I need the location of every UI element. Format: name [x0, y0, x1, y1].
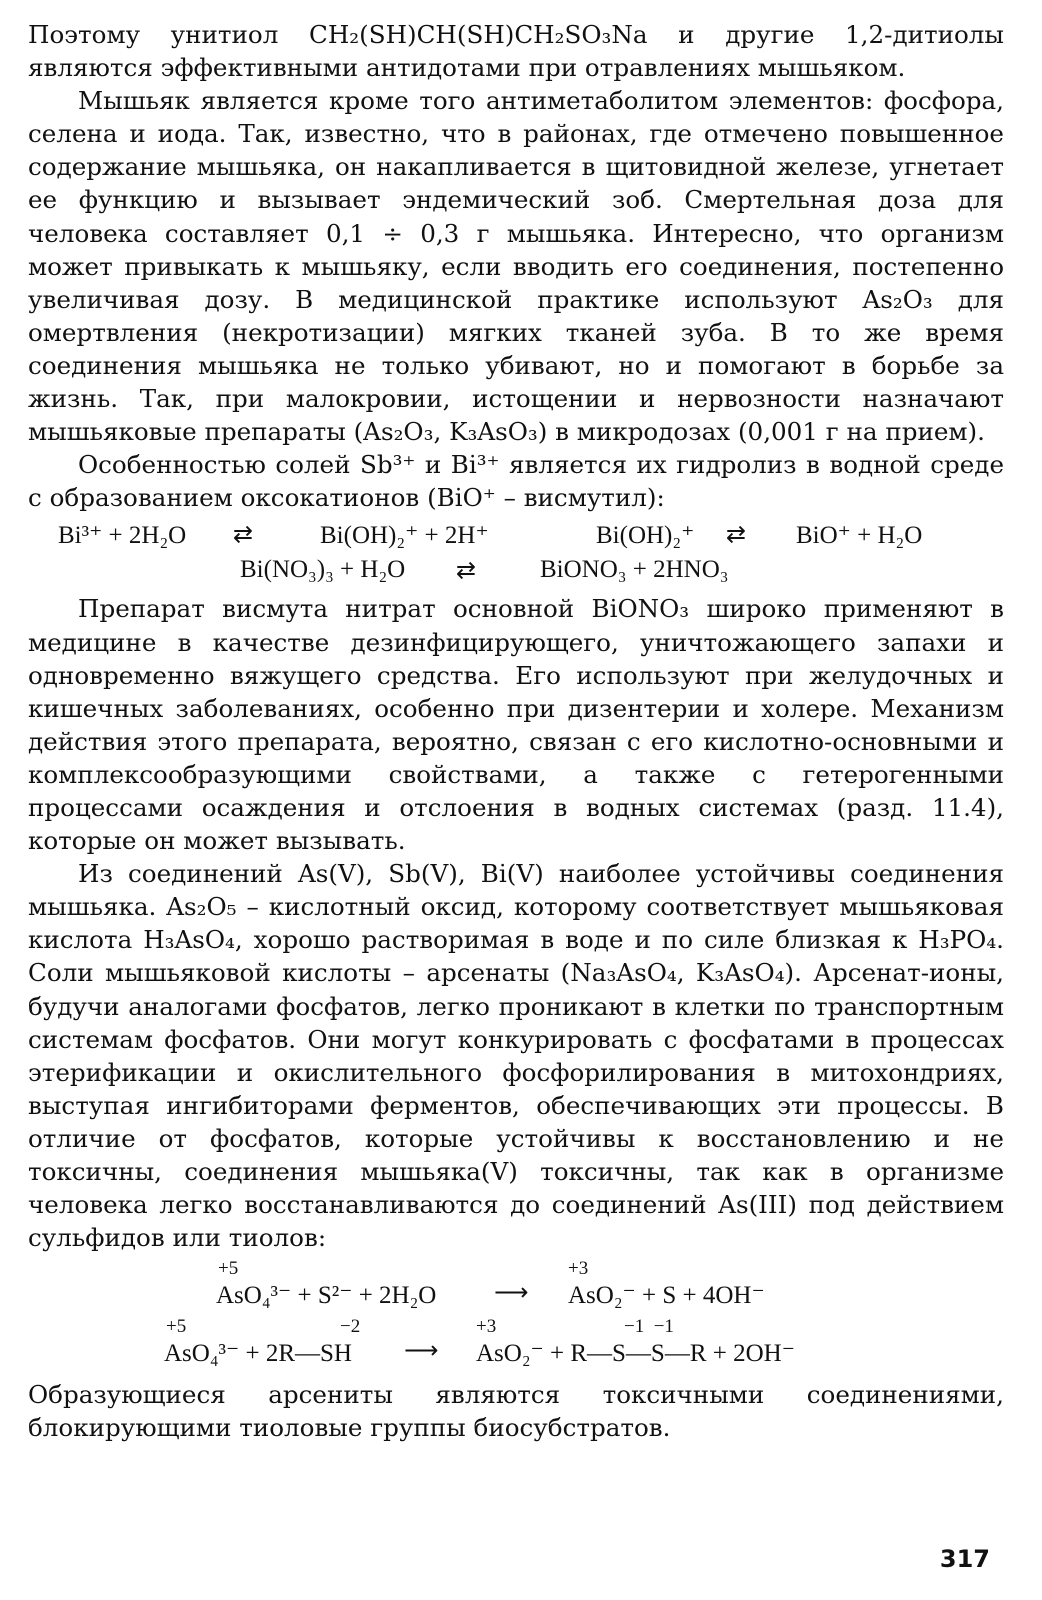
oxidation-state-arsenic: +5 — [218, 1258, 239, 1280]
paragraph-unithiol: Поэтому унитиол CH₂(SH)CH(SH)CH₂SO₃Na и другие 1,2-дитиолы являются эффективными антидотами при отравлениях мышьяком. — [28, 20, 1004, 83]
forward-arrow-icon: ⟶ — [404, 1336, 439, 1365]
paragraph-arsenic-v: Из соединений As(V), Sb(V), Bi(V) наиболее устойчивы соединения мышьяка. As₂O₅ – кислотный оксид, которому соответствует мышьяковая кислота H₃AsO₄, хорошо растворимая в воде и по силе близкая к H₃PO₄. Соли мышьяковой кислоты – арсенаты (Na₃AsO₄, K₃AsO₄). Арсенат-ионы, будучи аналогами фосфатов, легко проникают в клетки по транспортным системам фосфатов. Они могут конкурировать с фосфатами в процессах этерификации и окислительного фосфорилирования в митохондриях, выступая ингибиторами ферментов, обеспечивающих эти процессы. В отличие от фосфатов, которые устойчивы к восстановлению и не токсичны, соединения мышьяка(V) токсичны, так как в организме человека легко восстанавливаются до соединений As(III) под действием сульфидов или тиолов: — [28, 859, 1004, 1253]
oxidation-state-product: +3 — [568, 1258, 589, 1280]
oxidation-state-sulfur: −2 — [340, 1316, 361, 1338]
equation-redox-thiol-right: AsO₂⁻ + R—S—S—R + 2OH⁻ — [476, 1340, 795, 1368]
equation-redox-sulfide-left: AsO₄³⁻ + S²⁻ + 2H₂O — [216, 1282, 437, 1310]
equation-bioh2-right: BiO⁺ + H₂O — [796, 522, 923, 550]
oxidation-state-arsenic: +5 — [166, 1316, 187, 1338]
equilibrium-arrow-icon: ⇄ — [456, 556, 477, 585]
paragraph-arsenic-antimetabolite: Мышьяк является кроме того антиметаболитом элементов: фосфора, селена и иода. Так, известно, что в районах, где отмечено повышенное содержание мышьяка, он накапливается в щитовидной железе, угнетает ее функцию и вызывает эндемический зоб. Смертельная доза для человека составляет 0,1 ÷ 0,3 г мышьяка. Интересно, что организм может привыкать к мышьяку, если вводить его соединения, постепенно увеличивая дозу. В медицинской практике используют As₂O₃ для омертвления (некротизации) мягких тканей зуба. В то же время соединения мышьяка не только убивают, но и помогают в борьбе за жизнь. Так, при малокровии, истощении и нервозности назначают мышьяковые препараты (As₂O₃, K₃AsO₃) в микродозах (0,001 г на прием). — [28, 86, 1004, 447]
equilibrium-arrow-icon: ⇄ — [726, 520, 747, 549]
equation-row-bismuth-nitrate — [28, 550, 1004, 586]
equilibrium-arrow-icon: ⇄ — [233, 520, 254, 549]
forward-arrow-icon: ⟶ — [494, 1278, 529, 1307]
paragraph-hydrolysis: Особенностью солей Sb³⁺ и Bi³⁺ является их гидролиз в водной среде с образованием оксокатионов (BiO⁺ – висмутил): — [28, 450, 1004, 513]
paragraph-bismuth-nitrate: Препарат висмута нитрат основной BiONO₃ широко применяют в медицине в качестве дезинфицирующего, уничтожающего запахи и одновременно вяжущего средства. Его используют при желудочных и кишечных заболеваниях, особенно при дизентерии и холере. Механизм действия этого препарата, вероятно, связан с его кислотно-основными и комплексообразующими свойствами, а также с гетерогенными процессами осаждения и отслоения в водных системах (разд. 11.4), которые он может вызывать. — [28, 594, 1004, 856]
equation-redox-sulfide-right: AsO₂⁻ + S + 4OH⁻ — [568, 1282, 765, 1310]
oxidation-state-disulfide: −1 −1 — [624, 1316, 674, 1338]
equation-bi-nitrate-right: BiONO₃ + 2HNO₃ — [540, 556, 729, 584]
equation-bi-nitrate-left: Bi(NO₃)₃ + H₂O — [240, 556, 406, 584]
equation-bi-hydrolysis-right: Bi(OH)₂⁺ + 2H⁺ — [320, 522, 489, 550]
equation-row-redox-thiol — [28, 1316, 1004, 1374]
equation-row-redox-sulfide — [28, 1258, 1004, 1316]
page-number: 317 — [939, 1545, 990, 1573]
oxidation-state-product: +3 — [476, 1316, 497, 1338]
equation-row-hydrolysis — [28, 514, 1004, 550]
equation-redox-thiol-left: AsO₄³⁻ + 2R—SH — [164, 1340, 352, 1368]
paragraph-arsenites: Образующиеся арсениты являются токсичными соединениями, блокирующими тиоловые группы биосубстратов. — [28, 1380, 1004, 1443]
equation-bi-hydrolysis-left: Bi³⁺ + 2H₂O — [58, 522, 187, 550]
equation-bioh2-left: Bi(OH)₂⁺ — [596, 522, 695, 550]
